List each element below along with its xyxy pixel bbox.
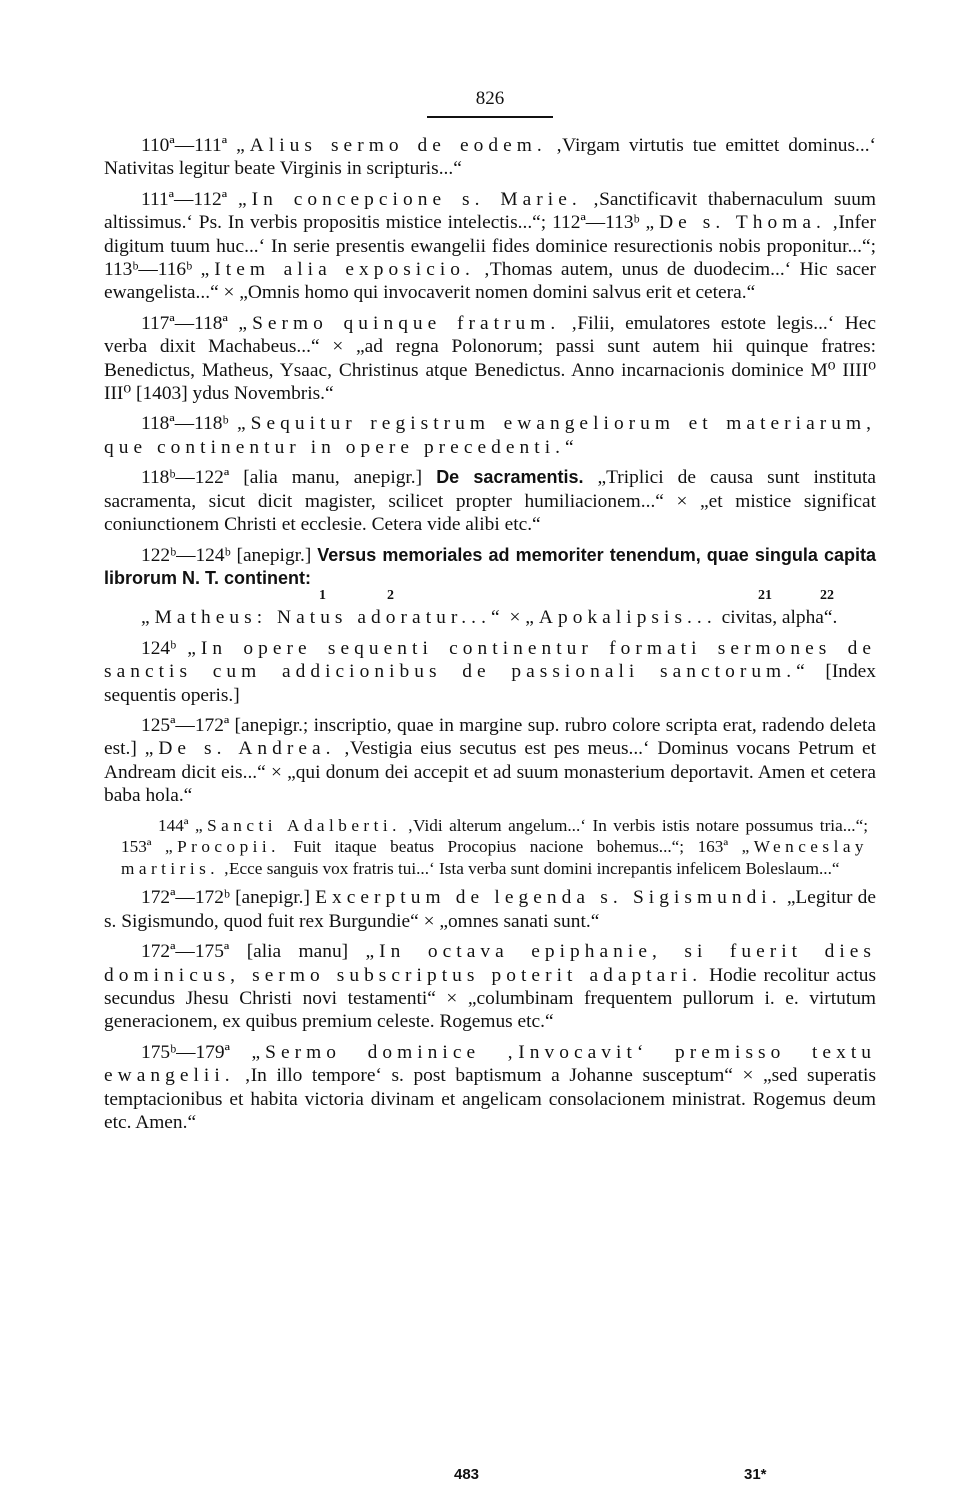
page-body (104, 88, 876, 1134)
signature-mark: 483 (454, 1466, 480, 1483)
verse-number: 21 (758, 588, 772, 604)
entry-12: 172ª—175ª [alia manu] „In octava epiphanie, si fuerit dies dominicus, sermo subscriptus poterit adaptari. Hodie recolitur actus secundus Jhesu Christi novi testamenti“ × „columbinam frequentem pullorum i. e. virtutum generacionem, ex quibus premium celeste. Rogemus etc.“ (104, 941, 876, 1033)
sheet-mark: 31* (744, 1466, 767, 1483)
entry-13: 175ᵇ—179ª „Sermo dominice ‚Invocavit‘ premisso textu ewangelii. ‚In illo tempore‘ s. post baptismum a Johanne susceptum“ × „sed superatis temptacionibus et habita victoria divinam et angelicam consolacionem ministrat. Rogemus deum etc. Amen.“ (104, 1041, 876, 1133)
verse-number: 22 (820, 588, 834, 604)
entry-5: 118ᵇ—122ª [alia manu, anepigr.] De sacramentis. „Triplici de causa sunt instituta sacramenta, sicut dicit magister, scilicet propter humiliacionem...“ × „et mistice significat coniunctionem Christi et ecclesie. Cetera vide alibi etc.“ (104, 467, 877, 536)
verse-numbers (104, 588, 876, 604)
entry-1: 110ª—111ª „Alius sermo de eodem. ‚Virgam virtutis tue emittet dominus...‘ Nativitas legitur beate Virginis in scripturis...“ (104, 135, 876, 180)
header-rule (427, 116, 553, 118)
entry-2: 111ª—112ª „In concepcione s. Marie. ‚Sanctificavit thabernaculum suum altissimus.‘ Ps. In verbis propositis mistice intelectis...“; 112ª—113ᵇ „De s. Thoma. ‚Infer digitum tuum huc...‘ In serie presentis ewangelii fides dominice resurectionis nobis proponitur...“; 113ᵇ—116ᵇ „Item alia exposicio. ‚Thomas autem, unus de duodecim...‘ Hic sacer ewangelista...“ × „Omnis homo qui invocaverit nomen domini salvus erit et cetera.“ (104, 188, 876, 304)
page-number: 826 (475, 88, 505, 109)
entry-7: „Matheus: Natus adoratur...“ × „Apokalipsis... civitas, alpha“. (141, 607, 838, 629)
verse-number: 2 (387, 588, 394, 604)
entry-3: 117ª—118ª „Sermo quinque fratrum. ‚Filii, emulatores estote legis...‘ Hec verba dixit Machabeus...“ × „ad regna Polonorum; passi sunt autem hii quinque fratres: Benedictus, Matheus, Ysaac, Christinus atque Benedictus. Anno incarnacionis dominice M⁰ IIII⁰ III⁰ [1403] ydus Novembris.“ (104, 312, 877, 405)
entry-6: 122ᵇ—124ᵇ [anepigr.] Versus memoriales ad memoriter tenendum, quae singula capita librorum N. T. continent: (104, 544, 876, 588)
entry-4: 118ª—118ᵇ „Sequitur registrum ewangeliorum et materiarum, que continentur in opere precedenti.“ (104, 413, 876, 458)
page-footer (104, 1466, 876, 1488)
entry-8: 124ᵇ „In opere sequenti continentur formati sermones de sanctis cum addicionibus de passionali sanctorum.“ [Index sequentis operis.] (104, 637, 876, 706)
verse-number: 1 (319, 588, 326, 604)
entry-11: 172ª—172ᵇ [anepigr.] Excerptum de legenda s. Sigismundi. „Legitur de s. Sigismundo, quod fuit rex Burgundie“ × „omnes sanati sunt.“ (104, 887, 876, 932)
entry-9: 125ª—172ª [anepigr.; inscriptio, quae in margine sup. rubro colore scripta erat, radendo deleta est.] „De s. Andrea. ‚Vestigia eius secutus est pes meus...‘ Dominus vocans Petrum et Andream dicit eis...“ × „qui donum dei accepit et ad suum monasterium deportavit. Amen et cetera baba hola.“ (104, 714, 876, 807)
entry-10: 144ª „Sancti Adalberti. ‚Vidi alterum angelum...‘ In verbis istis notare possumus tria...“; 153ª „Procopii. Fuit itaque beatus Procopius nacione bohemus...“; 163ª „Wenceslay martiris. ‚Ecce sanguis vox fratris tui...‘ Ista verba sunt domini increpantis infelicem Boleslaum...“ (121, 815, 869, 878)
